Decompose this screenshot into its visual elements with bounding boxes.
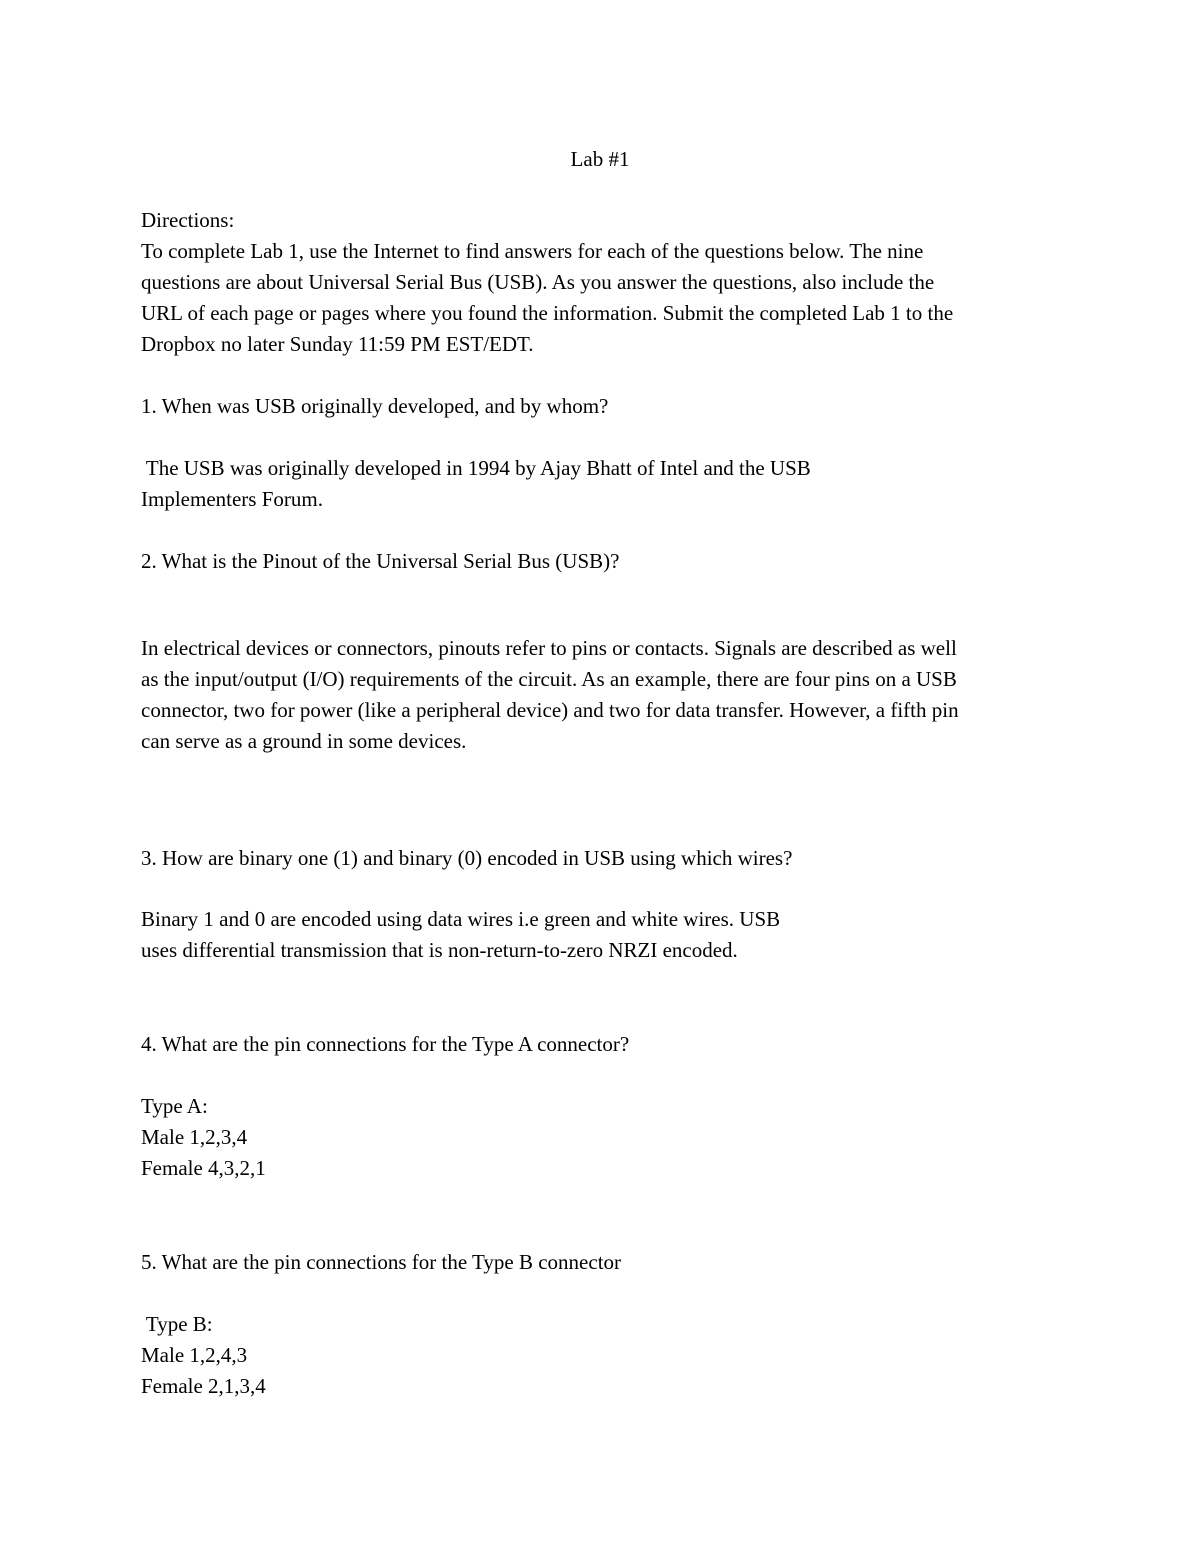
answer-4-line: Type A:	[141, 1094, 208, 1118]
question-4: 4. What are the pin connections for the Type A connector?	[141, 1032, 630, 1056]
answer-5-line: Female 2,1,3,4	[141, 1374, 266, 1398]
directions-line: Dropbox no later Sunday 11:59 PM EST/EDT.	[141, 332, 534, 356]
answer-4-line: Male 1,2,3,4	[141, 1125, 248, 1149]
answer-5-line: Type B:	[141, 1312, 213, 1336]
question-1: 1. When was USB originally developed, and by whom?	[141, 394, 609, 418]
answer-3-line: Binary 1 and 0 are encoded using data wires i.e green and white wires. USB	[141, 907, 781, 931]
answer-2-line: In electrical devices or connectors, pinouts refer to pins or contacts. Signals are described as well	[141, 636, 957, 660]
answer-4-line: Female 4,3,2,1	[141, 1156, 266, 1180]
answer-1-line: Implementers Forum.	[141, 487, 323, 511]
question-5: 5. What are the pin connections for the Type B connector	[141, 1250, 622, 1274]
directions-line: URL of each page or pages where you found the information. Submit the completed Lab 1 to the	[141, 301, 954, 325]
answer-2-line: can serve as a ground in some devices.	[141, 729, 467, 753]
directions-line: To complete Lab 1, use the Internet to find answers for each of the questions below. The nine	[141, 239, 924, 263]
answer-1-line: The USB was originally developed in 1994 by Ajay Bhatt of Intel and the USB	[141, 456, 811, 480]
answer-5-line: Male 1,2,4,3	[141, 1343, 248, 1367]
answer-2-line: connector, two for power (like a peripheral device) and two for data transfer. However, a fifth pin	[141, 698, 959, 722]
question-2: 2. What is the Pinout of the Universal Serial Bus (USB)?	[141, 549, 620, 573]
answer-3-line: uses differential transmission that is non-return-to-zero NRZI encoded.	[141, 938, 738, 962]
directions-line: questions are about Universal Serial Bus (USB). As you answer the questions, also include the	[141, 270, 935, 294]
page-title: Lab #1	[570, 147, 630, 171]
directions-heading: Directions:	[141, 208, 235, 232]
answer-2-line: as the input/output (I/O) requirements of the circuit. As an example, there are four pins on a USB	[141, 667, 957, 691]
question-3: 3. How are binary one (1) and binary (0) encoded in USB using which wires?	[141, 846, 793, 870]
